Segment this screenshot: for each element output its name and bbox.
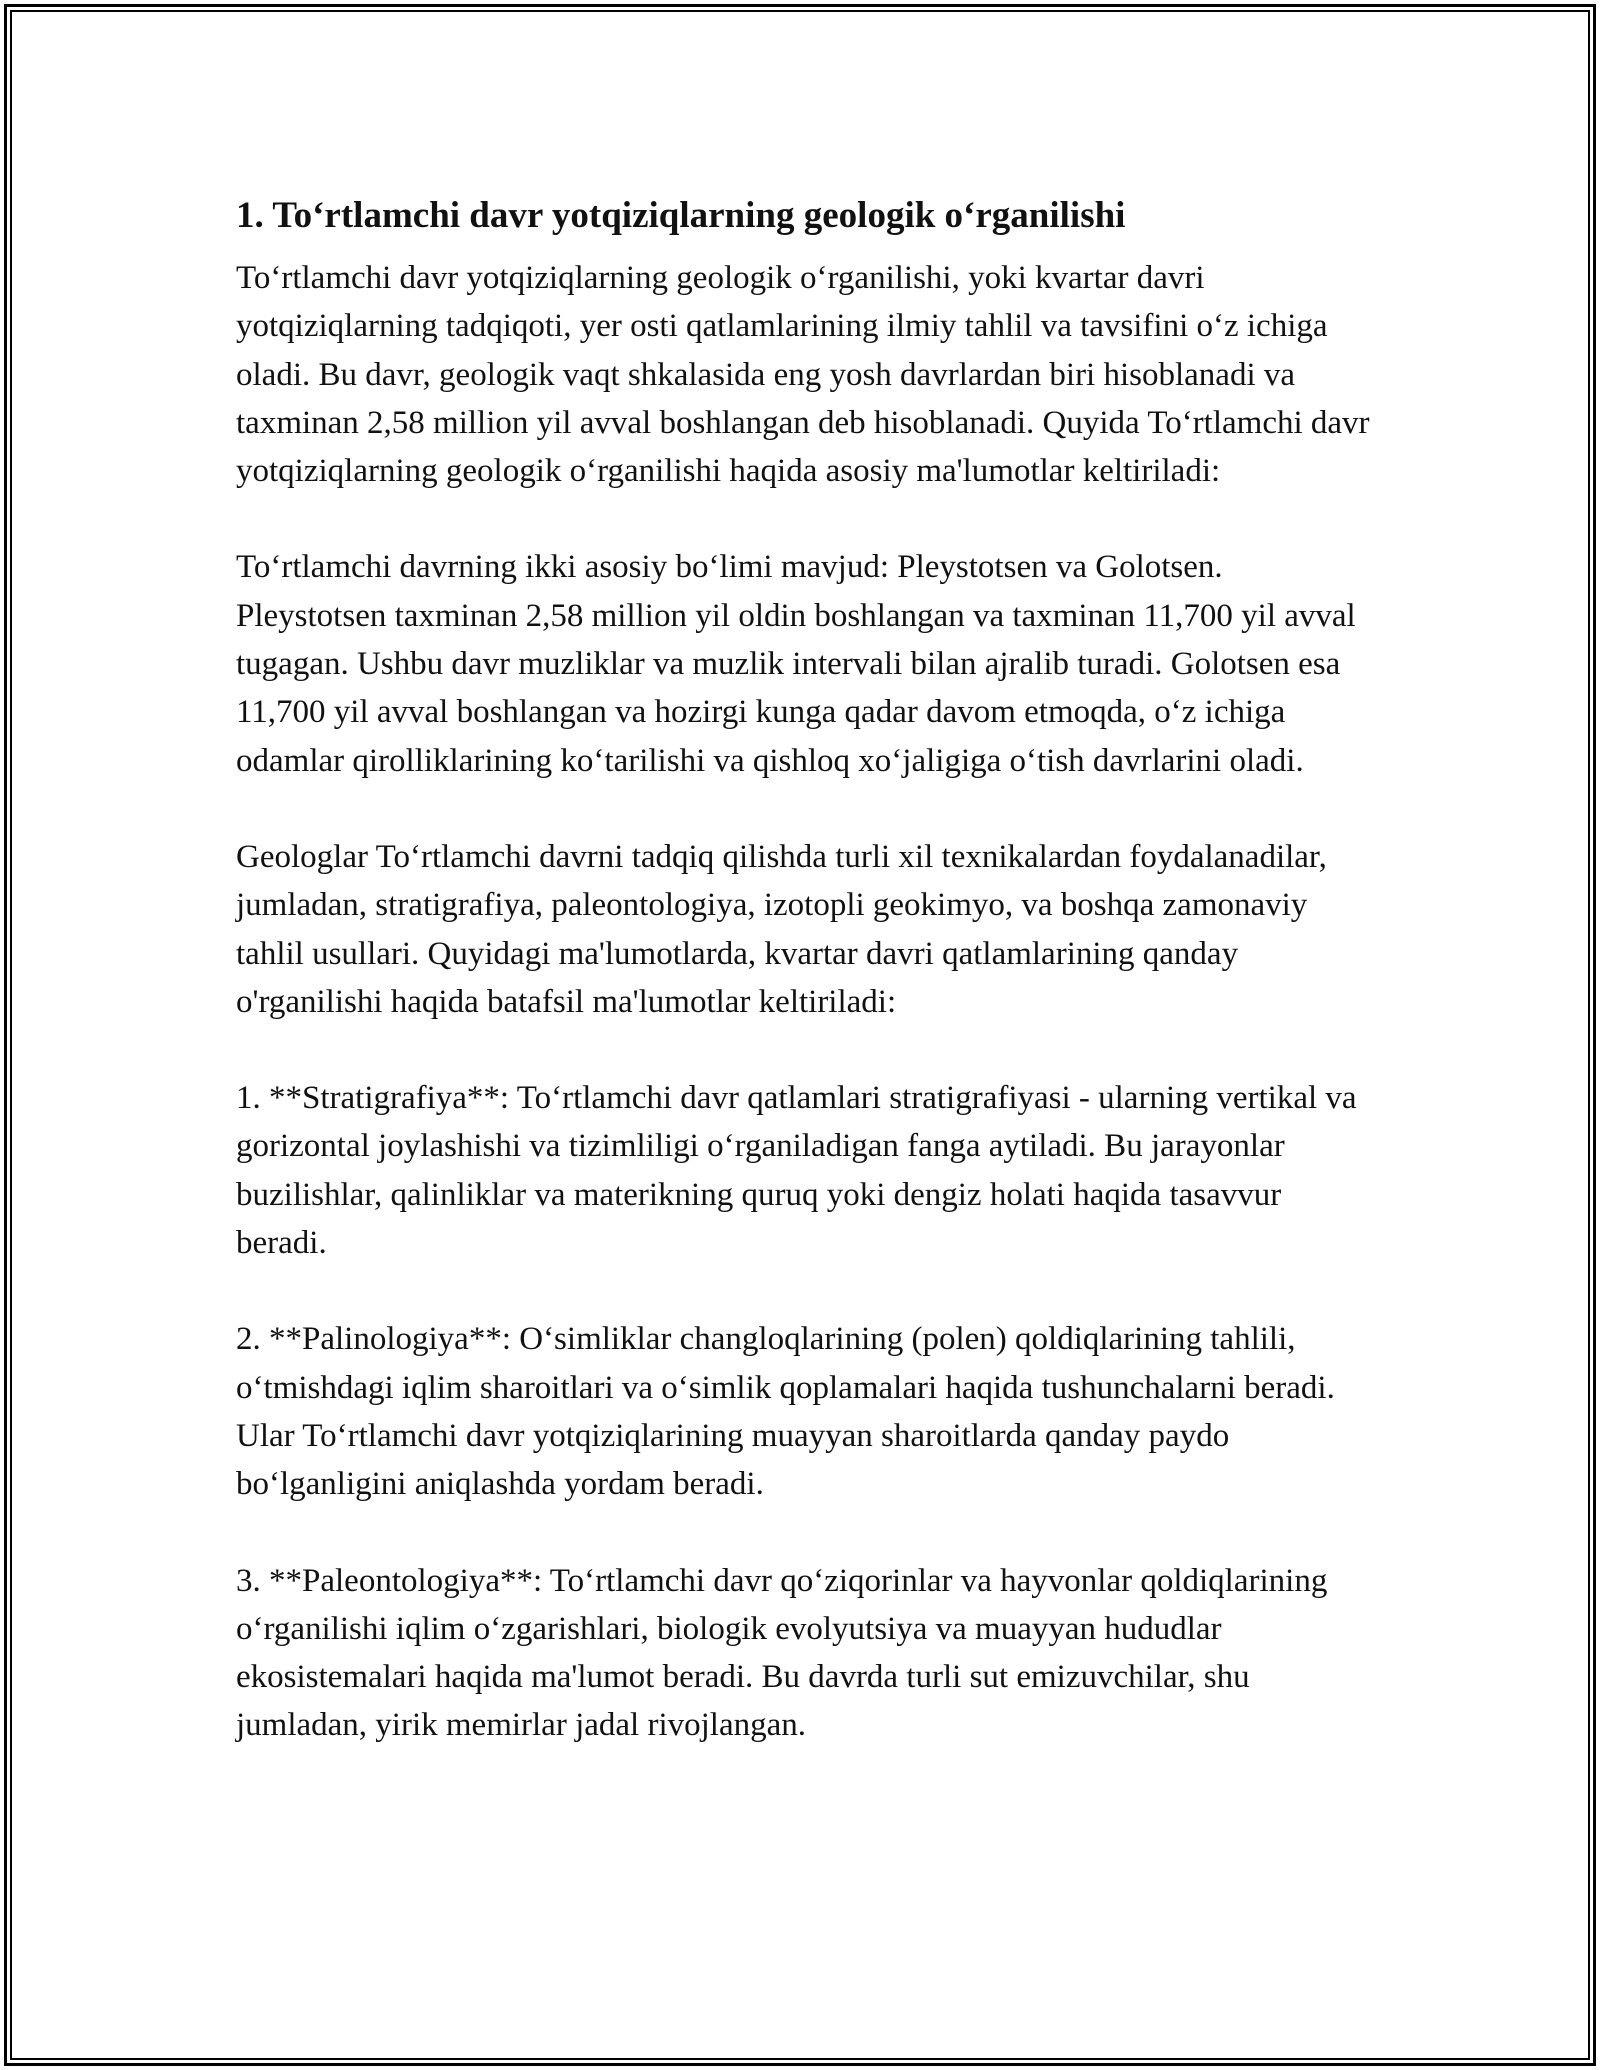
list-item-palinologiya: 2. **Palinologiya**: O‘simliklar changloqlarining (polen) qoldiqlarining tahlili, o‘tmishdagi iqlim sharoitlari va o‘simlik qoplamalari haqida tushunchalarni beradi. Ular To‘rtlamchi davr yotqiziqlarining muayyan sharoitlarda qanday paydo bo‘lganligini aniqlashda yordam beradi. — [236, 1321, 1335, 1503]
list-item-stratigrafiya: 1. **Stratigrafiya**: To‘rtlamchi davr qatlamlari stratigrafiyasi - ularning vertikal va gorizontal joylashishi va tizimliligi o‘rganiladigan fanga aytiladi. Bu jarayonlar buzilishlar, qalinliklar va materikning quruq yoki dengiz holati haqida tasavvur beradi. — [236, 1080, 1357, 1262]
section-heading: 1. To‘rtlamchi davr yotqiziqlarning geologik o‘rganilishi — [236, 195, 1126, 236]
list-item-paleontologiya: 3. **Paleontologiya**: To‘rtlamchi davr qo‘ziqorinlar va hayvonlar qoldiqlarining o‘rganilishi iqlim o‘zgarishlari, biologik evolyutsiya va muayyan hududlar ekosistemalari haqida ma'lumot beradi. Bu davrda turli sut emizuvchilar, shu jumladan, yirik memirlar jadal rivojlangan. — [236, 1562, 1328, 1744]
document-body — [236, 186, 1376, 1750]
paragraph-intro: To‘rtlamchi davr yotqiziqlarning geologik o‘rganilishi, yoki kvartar davri yotqiziqlarning tadqiqoti, yer osti qatlamlarining ilmiy tahlil va tavsifini o‘z ichiga oladi. Bu davr, geologik vaqt shkalasida eng yosh davrlardan biri hisoblanadi va taxminan 2,58 million yil avval boshlangan deb hisoblanadi. Quyida To‘rtlamchi davr yotqiziqlarning geologik o‘rganilishi haqida asosiy ma'lumotlar keltiriladi: — [236, 260, 1370, 490]
paragraph-methods: Geologlar To‘rtlamchi davrni tadqiq qilishda turli xil texnikalardan foydalanadilar, jumladan, stratigrafiya, paleontologiya, izotopli geokimyo, va boshqa zamonaviy tahlil usullari. Quyidagi ma'lumotlarda, kvartar davri qatlamlarining qanday o'rganilishi haqida batafsil ma'lumotlar keltiriladi: — [236, 838, 1327, 1020]
paragraph-divisions: To‘rtlamchi davrning ikki asosiy bo‘limi mavjud: Pleystotsen va Golotsen. Pleystotsen taxminan 2,58 million yil oldin boshlangan va taxminan 11,700 yil avval tugagan. Ushbu davr muzliklar va muzlik intervali bilan ajralib turadi. Golotsen esa 11,700 yil avval boshlangan va hozirgi kunga qadar davom etmoqda, o‘z ichiga odamlar qirolliklarining ko‘tarilishi va qishloq xo‘jaligiga o‘tish davrlarini oladi. — [236, 549, 1356, 779]
